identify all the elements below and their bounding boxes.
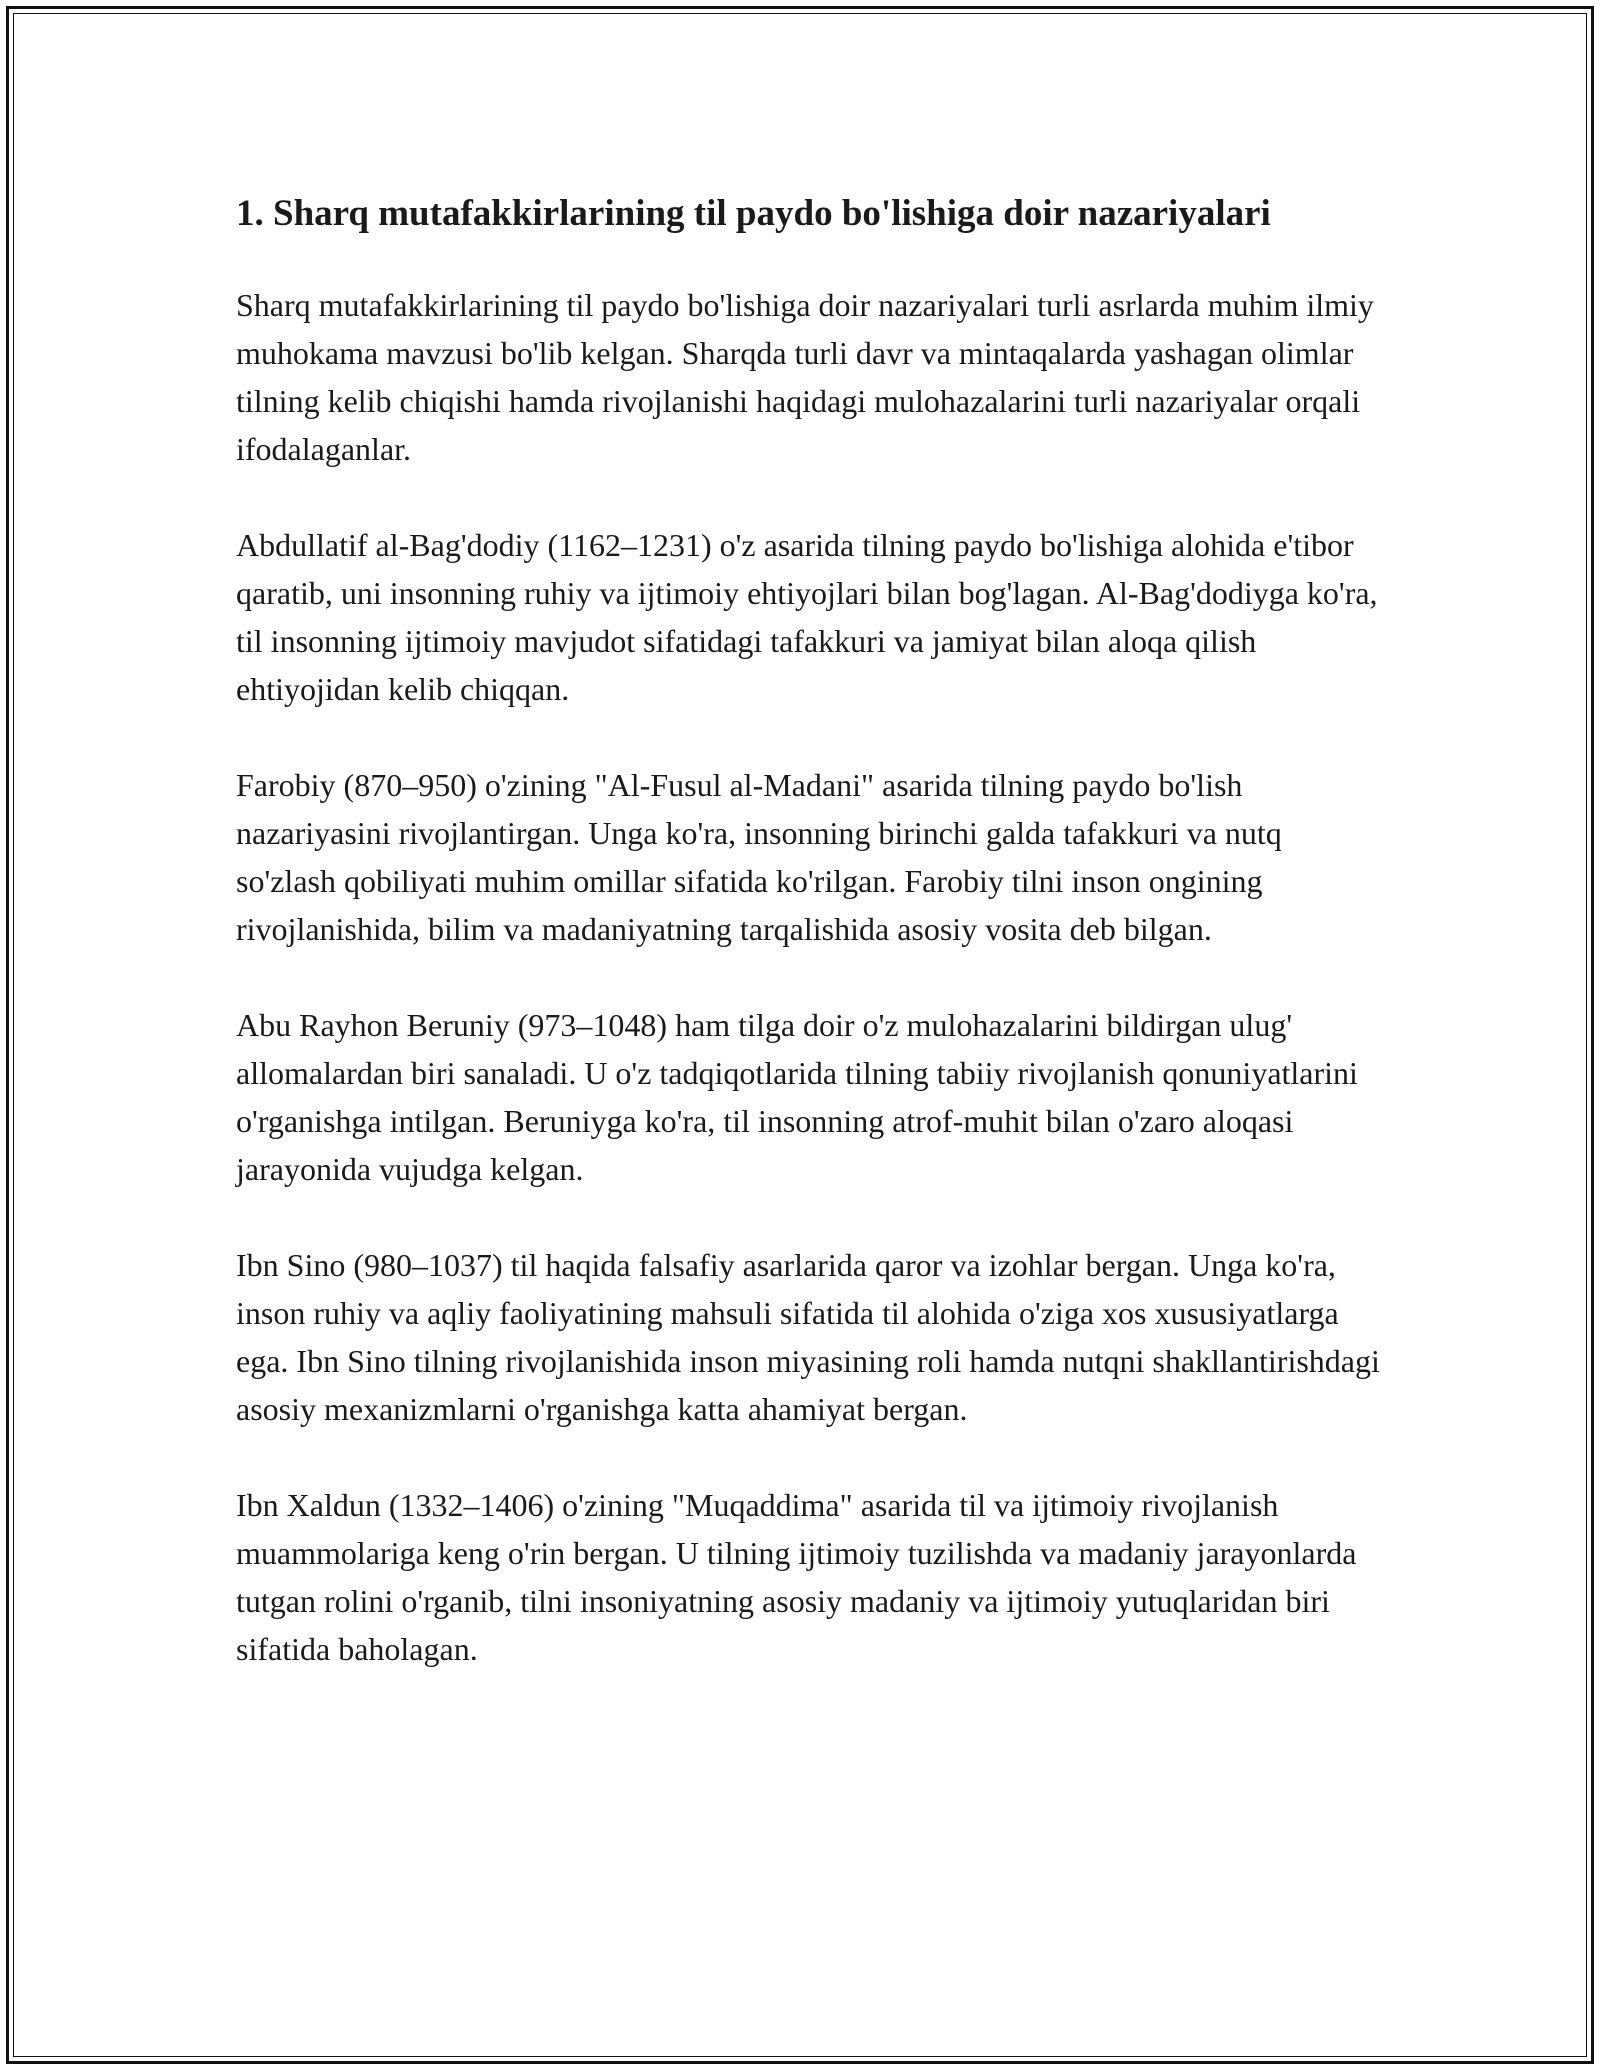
paragraph-farobiy: Farobiy (870–950) o'zining "Al-Fusul al-Madani" asarida tilning paydo bo'lish nazariyasini rivojlantirgan. Unga ko'ra, insonning birinchi galda tafakkuri va nutq so'zlash qobiliyati muhim omillar sifatida ko'rilgan. Farobiy tilni inson ongining rivojlanishida, bilim va madaniyatning tarqalishida asosiy vosita deb bilgan. bbox=[236, 767, 1282, 947]
paragraph-al-bagdodiy: Abdullatif al-Bag'dodiy (1162–1231) o'z asarida tilning paydo bo'lishiga alohida e'tibor qaratib, uni insonning ruhiy va ijtimoiy ehtiyojlari bilan bog'lagan. Al-Bag'dodiyga ko'ra, til insonning ijtimoiy mavjudot sifatidagi tafakkuri va jamiyat bilan aloqa qilish ehtiyojidan kelib chiqqan. bbox=[236, 527, 1378, 707]
paragraph-intro: Sharq mutafakkirlarining til paydo bo'lishiga doir nazariyalari turli asrlarda muhim ilmiy muhokama mavzusi bo'lib kelgan. Sharqda turli davr va mintaqalarda yashagan olimlar tilning kelib chiqishi hamda rivojlanishi haqidagi mulohazalarini turli nazariyalar orqali ifodalaganlar. bbox=[236, 287, 1374, 467]
paragraph-ibn-xaldun: Ibn Xaldun (1332–1406) o'zining "Muqaddima" asarida til va ijtimoiy rivojlanish muammolariga keng o'rin bergan. U tilning ijtimoiy tuzilishda va madaniy jarayonlarda tutgan rolini o'rganib, tilni insoniyatning asosiy madaniy va ijtimoiy yutuqlaridan biri sifatida baholagan. bbox=[236, 1487, 1357, 1667]
document-body bbox=[236, 186, 1386, 1721]
document-title: 1. Sharq mutafakkirlarining til paydo bo'lishiga doir nazariyalari bbox=[236, 193, 1271, 234]
paragraph-beruniy: Abu Rayhon Beruniy (973–1048) ham tilga doir o'z mulohazalarini bildirgan ulug' allomalardan biri sanaladi. U o'z tadqiqotlarida tilning tabiiy rivojlanish qonuniyatlarini o'rganishga intilgan. Beruniyga ko'ra, til insonning atrof-muhit bilan o'zaro aloqasi jarayonida vujudga kelgan. bbox=[236, 1007, 1358, 1187]
paragraph-ibn-sino: Ibn Sino (980–1037) til haqida falsafiy asarlarida qaror va izohlar bergan. Unga ko'ra, inson ruhiy va aqliy faoliyatining mahsuli sifatida til alohida o'ziga xos xususiyatlarga ega. Ibn Sino tilning rivojlanishida inson miyasining roli hamda nutqni shakllantirishdagi asosiy mexanizmlarni o'rganishga katta ahamiyat bergan. bbox=[236, 1247, 1380, 1427]
